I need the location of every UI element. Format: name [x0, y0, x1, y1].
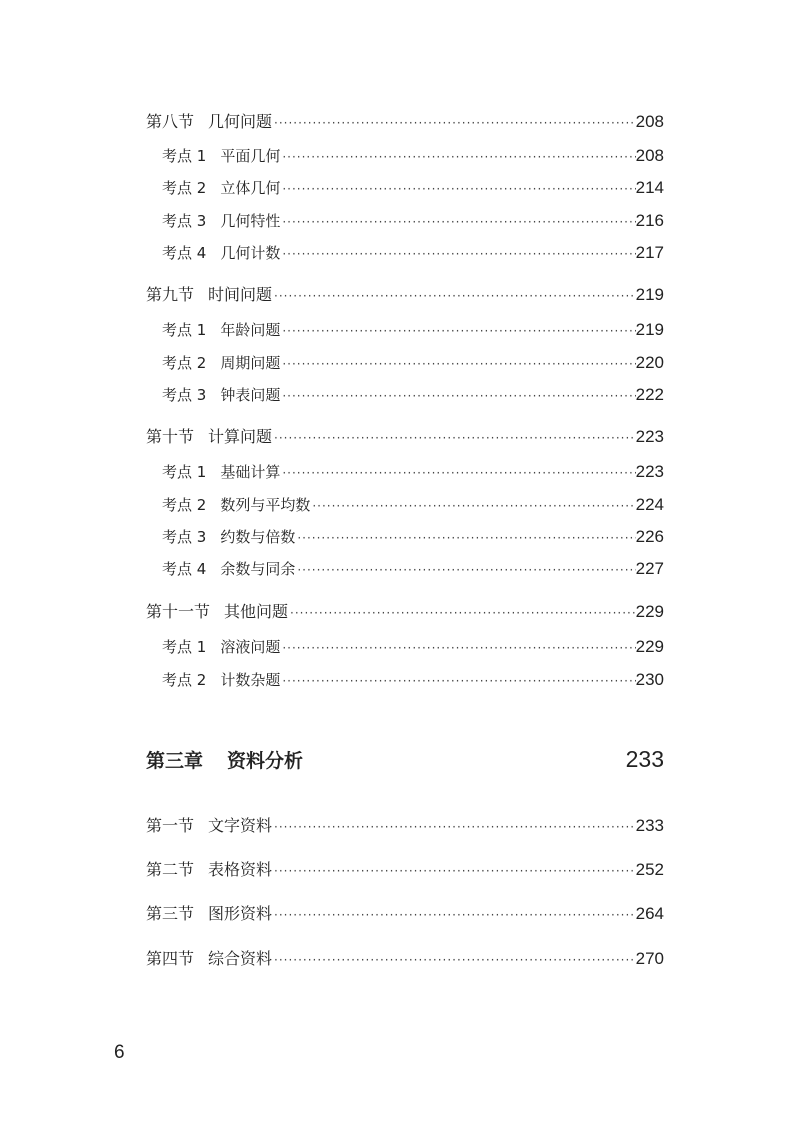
toc-section-10[interactable]: [146, 427, 664, 448]
dot-leader: [280, 147, 635, 167]
item-number: 考点 2: [162, 496, 207, 514]
item-title: 钟表问题: [220, 386, 281, 404]
item-number: 考点 1: [162, 147, 207, 165]
toc-item[interactable]: [162, 559, 664, 580]
item-title: 周期问题: [220, 354, 281, 372]
item-number: 考点 1: [162, 321, 207, 339]
toc-item[interactable]: [162, 243, 664, 264]
section-title: 时间问题: [208, 285, 273, 304]
dot-leader: [310, 496, 635, 516]
toc-section[interactable]: [146, 860, 664, 881]
item-title: 约数与倍数: [220, 528, 296, 546]
section-title: 综合资料: [208, 949, 273, 968]
item-title: 立体几何: [220, 179, 281, 197]
section-title: 文字资料: [208, 816, 273, 835]
section-number: 第一节: [146, 816, 195, 835]
item-title: 平面几何: [220, 147, 281, 165]
item-title: 几何计数: [220, 244, 281, 262]
item-number: 考点 4: [162, 560, 207, 578]
item-title: 几何特性: [220, 212, 281, 230]
dot-leader: [272, 817, 636, 837]
dot-leader: [272, 428, 636, 448]
dot-leader: [280, 212, 635, 232]
toc-item[interactable]: [162, 211, 664, 232]
toc-section-8[interactable]: [146, 112, 664, 133]
dot-leader: [280, 638, 635, 658]
dot-leader: [280, 386, 635, 406]
toc-item[interactable]: [162, 146, 664, 167]
toc-item[interactable]: [162, 385, 664, 406]
item-number: 考点 2: [162, 671, 207, 689]
toc-item[interactable]: [162, 462, 664, 483]
dot-leader: [272, 113, 636, 133]
dot-leader: [288, 603, 636, 623]
page-folio: 6: [114, 1042, 125, 1063]
page-number: 217: [635, 243, 664, 262]
page-number: 223: [635, 462, 664, 481]
section-title: 几何问题: [208, 112, 273, 131]
page-number: 219: [635, 320, 664, 339]
item-number: 考点 2: [162, 354, 207, 372]
section-number: 第四节: [146, 949, 195, 968]
page-number: 230: [635, 670, 664, 689]
page-number: 223: [635, 427, 664, 446]
page-number: 208: [635, 112, 664, 131]
section-title: 表格资料: [208, 860, 273, 879]
page-number: 220: [635, 353, 664, 372]
section-title: 图形资料: [208, 904, 273, 923]
page-number: 233: [635, 816, 664, 835]
dot-leader: [272, 905, 636, 925]
item-number: 考点 3: [162, 386, 207, 404]
page-number: 222: [635, 385, 664, 404]
toc-section-11[interactable]: [146, 602, 664, 623]
section-number: 第三节: [146, 904, 195, 923]
page-number: 208: [635, 146, 664, 165]
dot-leader: [280, 244, 635, 264]
dot-leader: [272, 286, 636, 306]
section-title: 其他问题: [224, 602, 289, 621]
section-number: 第二节: [146, 860, 195, 879]
page-number: 214: [635, 178, 664, 197]
toc-item[interactable]: [162, 670, 664, 691]
page-number: 229: [635, 637, 664, 656]
item-title: 数列与平均数: [220, 496, 311, 514]
toc-item[interactable]: [162, 637, 664, 658]
page-number: 216: [635, 211, 664, 230]
section-number: 第八节: [146, 112, 195, 131]
page-number: 226: [635, 527, 664, 546]
dot-leader: [295, 528, 635, 548]
page-number: 229: [635, 602, 664, 621]
item-number: 考点 3: [162, 212, 207, 230]
toc-chapter-3[interactable]: [146, 746, 664, 773]
page-number: 264: [635, 904, 664, 923]
dot-leader: [280, 179, 635, 199]
page-number: 270: [635, 949, 664, 968]
dot-leader: [280, 354, 635, 374]
page-number: 219: [635, 285, 664, 304]
chapter-title: 资料分析: [227, 750, 304, 772]
toc-item[interactable]: [162, 178, 664, 199]
toc-section[interactable]: [146, 904, 664, 925]
toc-section[interactable]: [146, 949, 664, 970]
dot-leader: [280, 321, 635, 341]
toc-section[interactable]: [146, 816, 664, 837]
toc-item[interactable]: [162, 495, 664, 516]
section-number: 第十一节: [146, 602, 211, 621]
toc-section-9[interactable]: [146, 285, 664, 306]
chapter-number: 第三章: [146, 750, 204, 772]
section-number: 第十节: [146, 427, 195, 446]
item-title: 溶液问题: [220, 638, 281, 656]
dot-leader: [272, 861, 636, 881]
page-number: 224: [635, 495, 664, 514]
item-number: 考点 3: [162, 528, 207, 546]
item-number: 考点 2: [162, 179, 207, 197]
dot-leader: [280, 463, 635, 483]
section-title: 计算问题: [208, 427, 273, 446]
page-number: 227: [635, 559, 664, 578]
dot-leader: [272, 950, 636, 970]
item-number: 考点 1: [162, 463, 207, 481]
page-number: 233: [625, 746, 664, 772]
dot-leader: [280, 671, 635, 691]
toc-item[interactable]: [162, 353, 664, 374]
item-number: 考点 1: [162, 638, 207, 656]
item-number: 考点 4: [162, 244, 207, 262]
page-number: 252: [635, 860, 664, 879]
item-title: 余数与同余: [220, 560, 296, 578]
item-title: 基础计算: [220, 463, 281, 481]
toc-item[interactable]: [162, 320, 664, 341]
item-title: 计数杂题: [220, 671, 281, 689]
dot-leader: [295, 560, 635, 580]
toc-item[interactable]: [162, 527, 664, 548]
item-title: 年龄问题: [220, 321, 281, 339]
section-number: 第九节: [146, 285, 195, 304]
